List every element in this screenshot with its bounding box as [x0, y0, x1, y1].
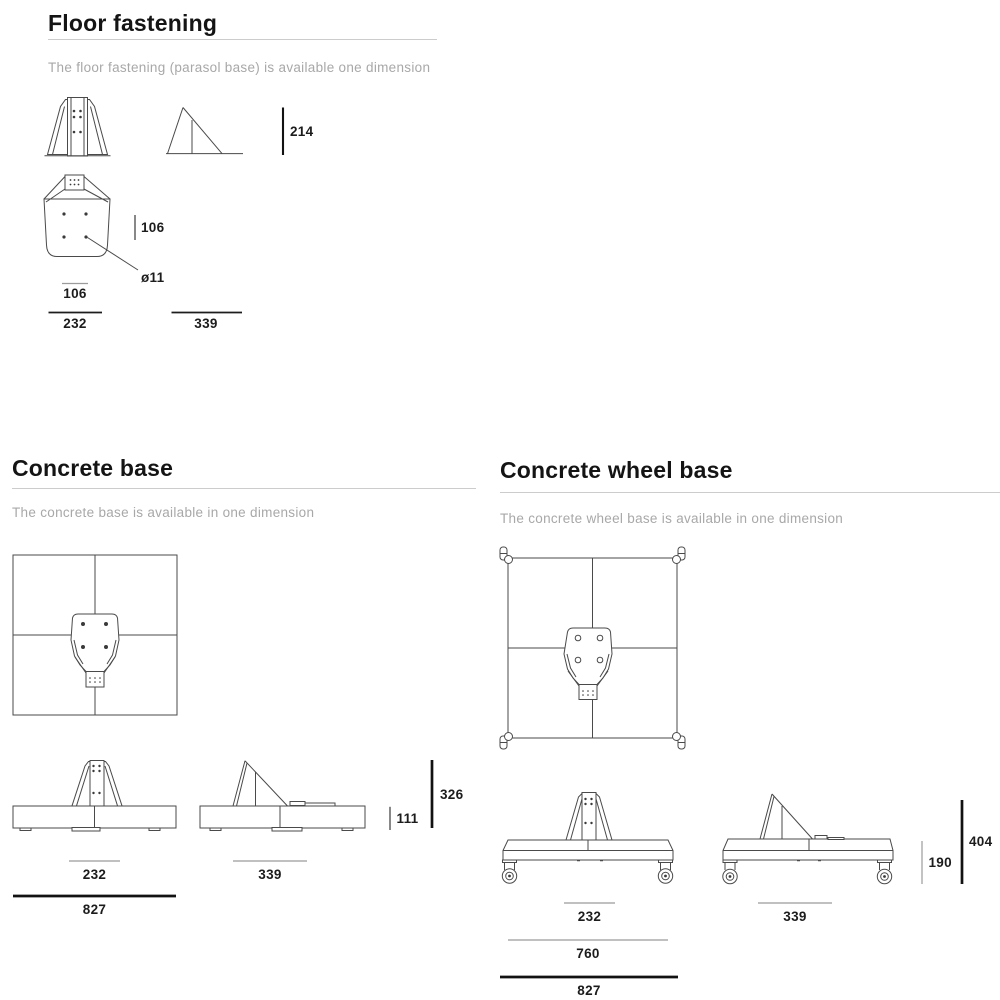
dim-slab-width: [508, 940, 668, 961]
concrete-base-title: Concrete base: [12, 455, 174, 481]
caster-front-left: [502, 860, 516, 883]
concrete-wheel-base-title: Concrete wheel base: [500, 457, 733, 483]
dim-hole-diameter-label: ø11: [141, 270, 165, 285]
dim-111-label: 111: [396, 811, 419, 826]
dim-plate-width: [62, 284, 88, 302]
dim-overall-depth: [172, 313, 243, 332]
concrete-wheel-base-top-view: [500, 547, 685, 749]
dim-slab-height: [922, 841, 952, 884]
section-divider: [12, 488, 476, 489]
caster-bottom-right: [673, 733, 686, 750]
floor-fastening-title: Floor fastening: [48, 10, 218, 36]
dim-overall-height: [283, 108, 314, 156]
concrete-wheel-base-drawings: [490, 545, 1000, 1000]
floor-fastening-subtitle: The floor fastening (parasol base) is available one dimension: [48, 60, 431, 75]
dim-overall-width: [13, 896, 176, 917]
concrete-base-front-view: [13, 761, 176, 832]
floor-fastening-section: [0, 0, 500, 440]
dim-214-label: 214: [290, 124, 314, 139]
caster-front-right: [658, 860, 672, 883]
concrete-base-section: [0, 445, 490, 1000]
dim-overall-height: [432, 760, 464, 828]
dim-overall-width: [500, 977, 678, 998]
dim-footprint-width: [564, 903, 615, 924]
dim-hole-spacing: [135, 215, 165, 240]
dim-232-label: 232: [577, 909, 602, 924]
dim-232-label: 232: [63, 316, 87, 331]
concrete-base-drawings: [0, 540, 490, 1000]
dim-339-label: 339: [258, 867, 282, 882]
caster-top-right: [673, 547, 686, 564]
caster-side-right: [877, 860, 891, 884]
section-divider: [48, 39, 437, 40]
floor-fastening-side-view: [166, 108, 243, 154]
dim-footprint-depth: [233, 861, 307, 882]
caster-bottom-left: [500, 733, 513, 750]
dim-404-label: 404: [969, 834, 993, 849]
dim-827-label: 827: [82, 902, 107, 917]
dim-232-label: 232: [82, 867, 107, 882]
concrete-wheel-base-section: [490, 445, 1000, 1000]
concrete-base-top-view: [13, 555, 177, 715]
dim-overall-height: [962, 800, 993, 884]
dim-339-label: 339: [194, 316, 218, 331]
floor-fastening-front-view: [45, 98, 111, 157]
concrete-wheel-base-front-view: [502, 793, 673, 884]
dim-106v-label: 106: [141, 220, 165, 235]
dim-827-label: 827: [577, 983, 601, 998]
dim-slab-height: [390, 807, 419, 830]
concrete-base-side-view: [200, 761, 365, 831]
dim-339-label: 339: [783, 909, 807, 924]
floor-fastening-drawings: [0, 85, 500, 355]
caster-side-left: [723, 860, 737, 884]
dim-326-label: 326: [440, 787, 464, 802]
dim-footprint-width: [69, 861, 120, 882]
concrete-wheel-base-side-view: [723, 794, 893, 884]
section-divider: [500, 492, 1000, 493]
caster-top-left: [500, 547, 513, 564]
concrete-wheel-base-subtitle: The concrete wheel base is available in one dimension: [500, 511, 844, 526]
dim-overall-width: [49, 313, 103, 332]
dim-190-label: 190: [928, 855, 952, 870]
dim-760-label: 760: [576, 946, 600, 961]
dim-footprint-depth: [758, 903, 832, 924]
concrete-base-subtitle: The concrete base is available in one dimension: [12, 505, 315, 520]
dim-106h-label: 106: [63, 286, 87, 301]
